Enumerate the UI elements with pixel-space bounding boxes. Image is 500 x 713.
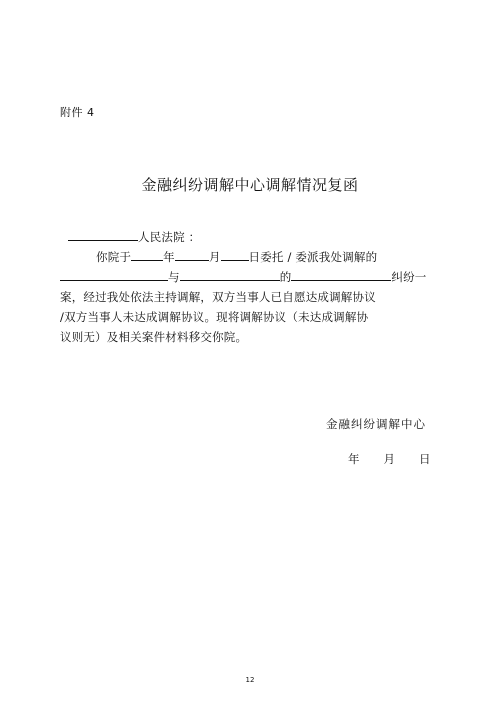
year-blank (131, 248, 163, 261)
body-line-5: /双方当事人未达成调解协议。现将调解协议（未达成调解协 (60, 310, 369, 324)
body-line-2 (96, 248, 377, 265)
body-line-6: 议则无）及相关案件材料移交你院。 (60, 330, 248, 344)
body-text: 月 (208, 250, 221, 264)
body-text: 日委托 / 委派我处调解的 (248, 250, 378, 264)
page-number: 12 (245, 676, 255, 684)
signature-date (348, 451, 431, 467)
court-suffix: 人民法院 ： (138, 230, 201, 244)
body-line-4: 案，经过我处依法主持调解，双方当事人已自愿达成调解协议 (60, 290, 376, 304)
body-text: 的 (279, 270, 292, 284)
signature-year: 年 (348, 452, 360, 466)
body-text: 年 (163, 250, 175, 264)
body-text: 你院于 (96, 250, 132, 264)
dispute-type-blank (291, 268, 391, 281)
party-b-blank (180, 268, 280, 281)
month-blank (175, 248, 209, 261)
party-a-blank (60, 268, 168, 281)
body-line-3 (60, 268, 427, 285)
signature-day: 日 (419, 452, 431, 466)
body-text: 与 (168, 270, 180, 284)
signature-organization: 金融纠纷调解中心 (326, 417, 426, 431)
document-title: 金融纠纷调解中心调解情况复函 (141, 176, 359, 194)
day-blank (221, 248, 249, 261)
court-name-blank (68, 228, 138, 241)
attachment-label: 附件 4 (60, 106, 95, 119)
body-text: 纠纷一 (391, 270, 427, 284)
addressee-line (68, 228, 200, 245)
signature-month: 月 (383, 452, 395, 466)
